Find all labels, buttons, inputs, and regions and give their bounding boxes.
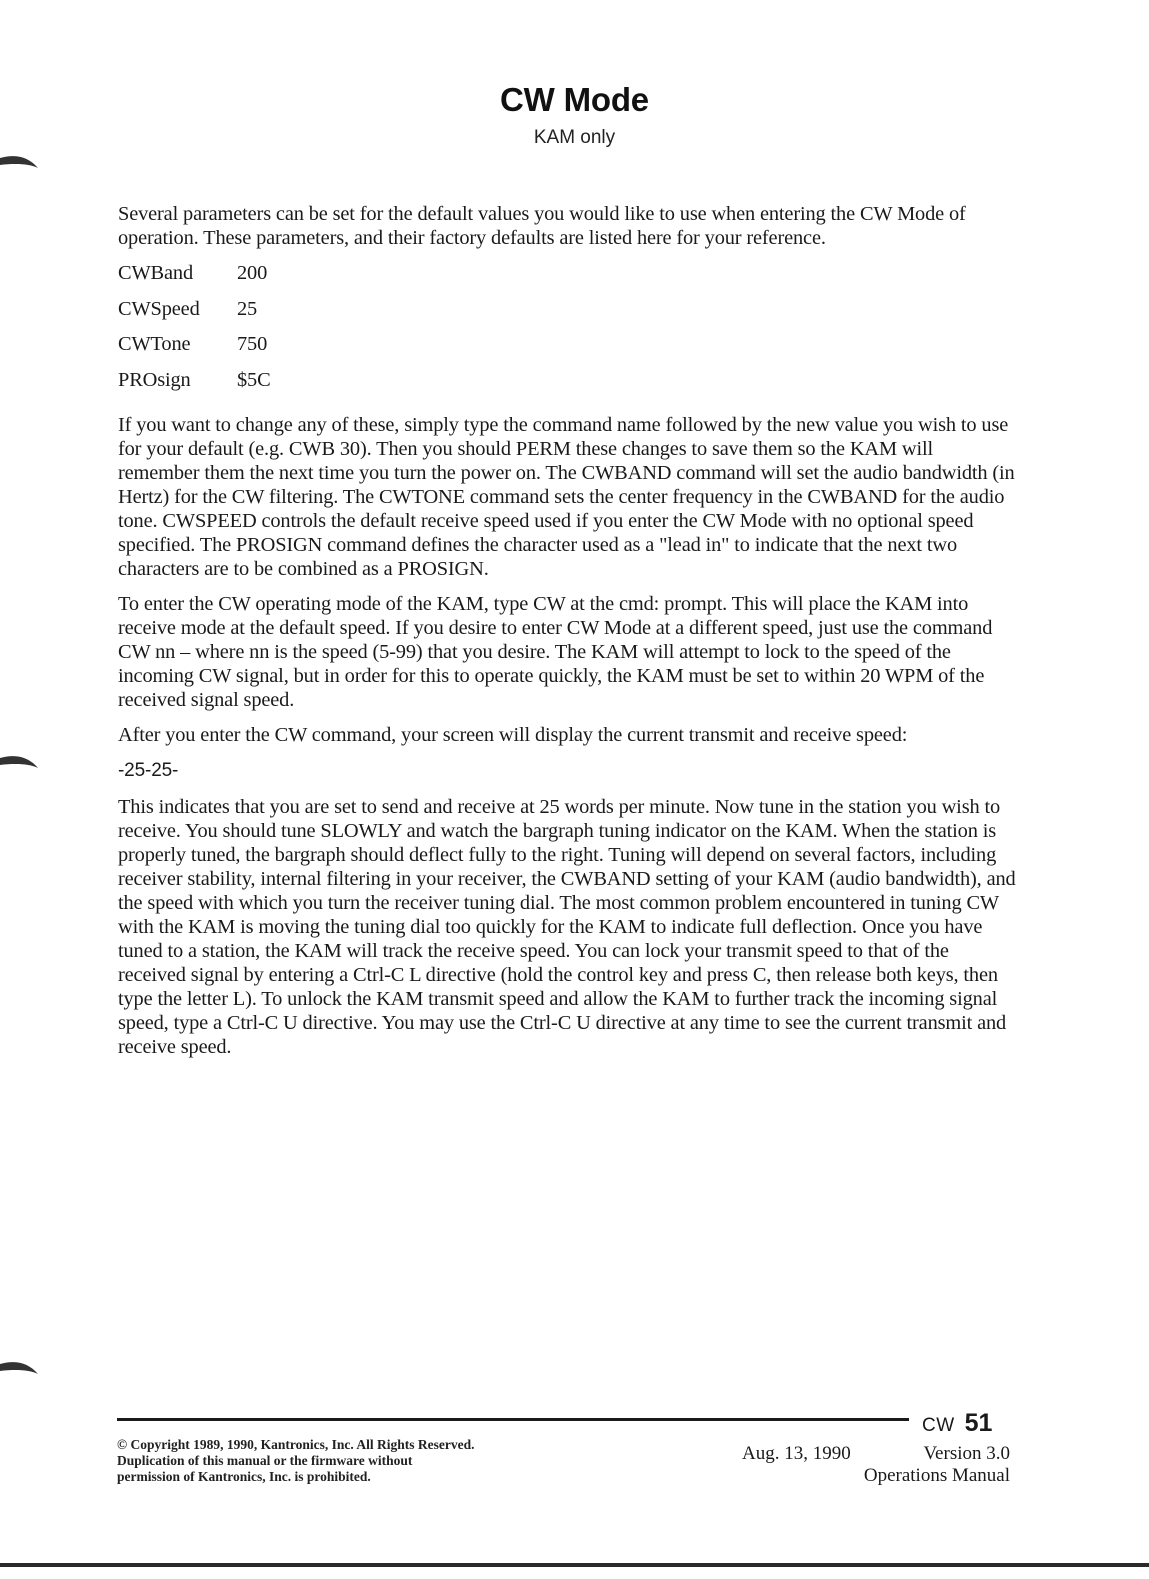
parameter-default: 25 xyxy=(237,297,258,320)
intro-paragraph: Several parameters can be set for the default values you would like to use when entering the CW Mode of operation. These parameters, and their factory defaults are listed here for your reference. xyxy=(118,203,966,249)
page-number: 51 xyxy=(964,1409,993,1437)
copyright-notice xyxy=(117,1437,637,1485)
binder-hole-icon xyxy=(0,152,40,178)
page-bottom-edge xyxy=(0,1563,1149,1567)
parameter-name: CWSpeed xyxy=(118,297,200,320)
section-label: CW xyxy=(922,1415,955,1436)
parameter-name: PROsign xyxy=(118,368,191,391)
change-defaults-paragraph: If you want to change any of these, simply type the command name followed by the new value you wish to use for your default (e.g. CWB 30). Then you should PERM these changes to save them so the KAM will remember them the next time you turn the power on. The CWBAND command will set the audio bandwidth (in Hertz) for the CW filtering. The CWTONE command sets the center frequency in the CWBAND for the audio tone. CWSPEED controls the default receive speed used if you enter the CW Mode with no optional speed specified. The PROSIGN command defines the character used as a "lead in" to indicate that the next two characters are to be combined as a PROSIGN. xyxy=(118,414,1015,580)
parameter-row xyxy=(118,368,1018,404)
footer-divider xyxy=(117,1418,909,1421)
footer-manual-name: Operations Manual xyxy=(863,1465,1010,1486)
body-text xyxy=(118,202,1018,1070)
parameter-default: $5C xyxy=(237,368,271,391)
speed-display: -25-25- xyxy=(118,760,179,781)
binder-hole-icon xyxy=(0,1358,40,1384)
parameter-default: 200 xyxy=(237,262,268,284)
copyright-line: © Copyright 1989, 1990, Kantronics, Inc. All Rights Reserved. xyxy=(117,1437,475,1452)
after-command-paragraph: After you enter the CW command, your screen will display the current transmit and receive speed: xyxy=(118,724,908,746)
footer-date: Aug. 13, 1990 xyxy=(742,1443,851,1464)
tuning-paragraph: This indicates that you are set to send and receive at 25 words per minute. Now tune in the station you wish to receive. You should tune SLOWLY and watch the bargraph tuning indicator on the KAM. When the station is properly tuned, the bargraph should deflect fully to the right. Tuning will depend on several factors, including receiver stability, internal filtering in your receiver, the CWBAND setting of your KAM (audio bandwidth), and the speed with which you turn the receiver tuning dial. The most common problem encountered in tuning CW with the KAM is moving the tuning dial too quickly for the KAM to indicate full deflection. Once you have tuned to a station, the KAM will track the receive speed. You can lock your transmit speed to that of the received signal by entering a Ctrl-C L directive (hold the control key and press C, then release both keys, then type the letter L). To unlock the KAM transmit speed and allow the KAM to further track the incoming signal speed, type a Ctrl-C U directive. You may use the Ctrl-C U directive at any time to see the current transmit and receive speed. xyxy=(118,796,1016,1058)
enter-mode-paragraph: To enter the CW operating mode of the KAM, type CW at the cmd: prompt. This will place the KAM into receive mode at the default speed. If you desire to enter CW Mode at a different speed, just use the command CW nn – where nn is the speed (5-99) that you desire. The KAM will attempt to lock to the speed of the incoming CW signal, but in order for this to operate quickly, the KAM must be set to within 20 WPM of the received signal speed. xyxy=(118,593,993,711)
parameter-default: 750 xyxy=(237,333,268,355)
parameter-name: CWTone xyxy=(118,333,191,355)
parameter-name: CWBand xyxy=(118,262,193,284)
page-header xyxy=(0,78,1149,150)
copyright-line: Duplication of this manual or the firmware without xyxy=(117,1453,413,1468)
page-subtitle: KAM only xyxy=(533,127,616,148)
footer-meta xyxy=(742,1443,1010,1487)
binder-hole-icon xyxy=(0,752,40,778)
footer-page-label xyxy=(922,1409,992,1438)
parameter-row xyxy=(118,261,1018,297)
footer-version: Version 3.0 xyxy=(923,1443,1010,1464)
copyright-line: permission of Kantronics, Inc. is prohibited. xyxy=(117,1469,371,1484)
page-title: CW Mode xyxy=(500,81,649,118)
parameter-row xyxy=(118,297,1018,333)
parameter-row xyxy=(118,332,1018,368)
parameter-list xyxy=(118,261,1018,403)
